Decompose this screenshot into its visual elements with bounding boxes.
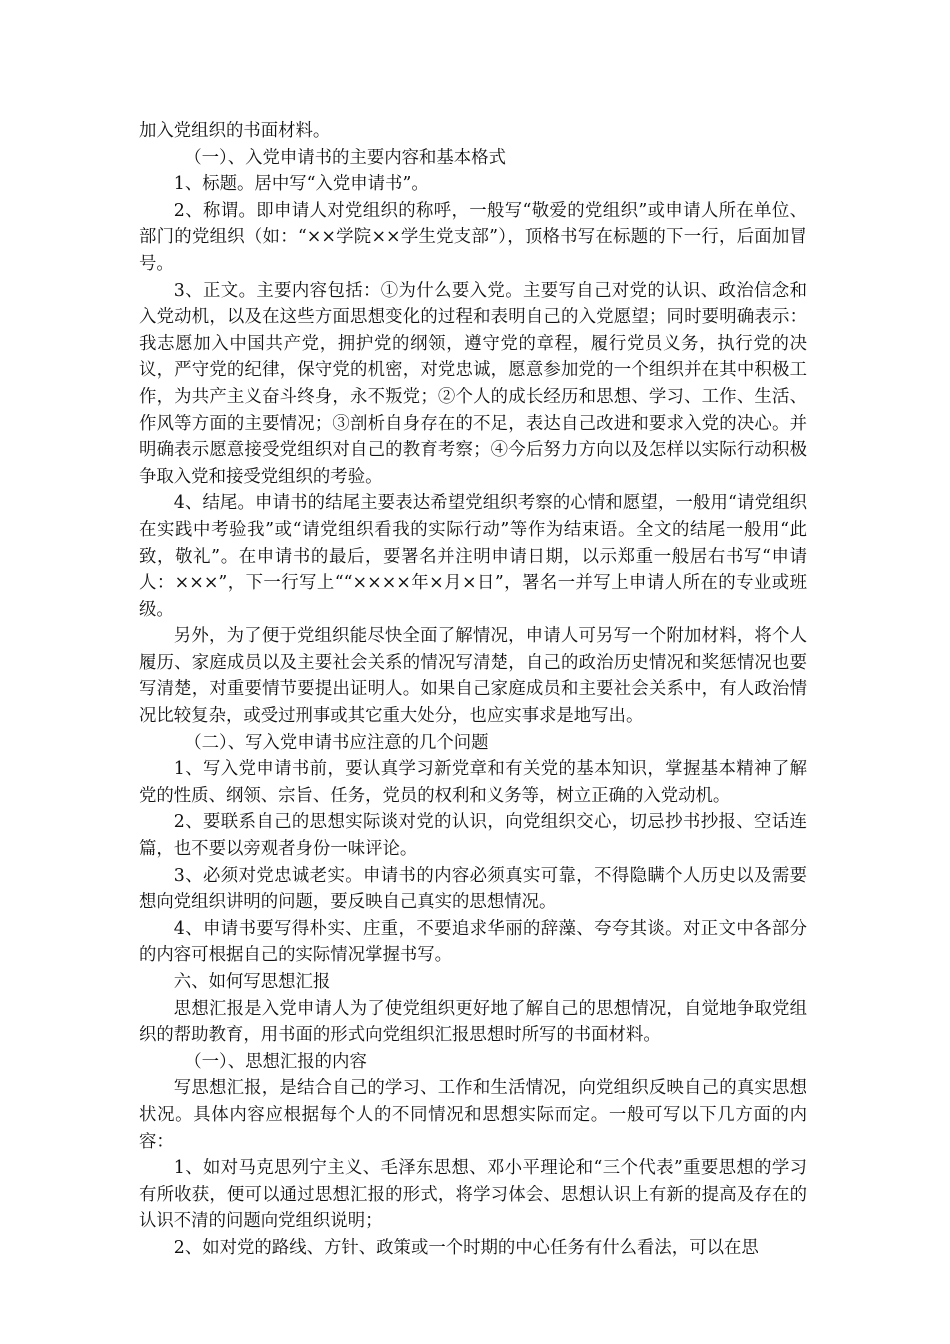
paragraph-salutation-item: 2、称谓。即申请人对党组织的称呼，一般写“敬爱的党组织”或申请人所在单位、部门的党组织（如：“××学院××学生党支部”），顶格书写在标题的下一行，后面加冒号。 (139, 200, 807, 274)
section-heading-1: （一）、入党申请书的主要内容和基本格式 (184, 147, 506, 168)
chapter-heading-6: 六、如何写思想汇报 (173, 972, 331, 992)
paragraph-report-definition: 思想汇报是入党申请人为了使党组织更好地了解自己的思想情况，自觉地争取党组织的帮助教育，用书面的形式向党组织汇报思想时所写的书面材料。 (139, 998, 807, 1046)
paragraph-note-4: 4、申请书要写得朴实、庄重，不要追求华丽的辞藻、夸夸其谈。对正文中各部分的内容可根据自己的实际情况掌握书写。 (139, 918, 807, 966)
paragraph-additional-material: 另外，为了便于党组织能尽快全面了解情况，申请人可另写一个附加材料，将个人履历、家庭成员以及主要社会关系的情况写清楚，自己的政治历史情况和奖惩情况也要写清楚，对重要情节要提出证明人。如果自己家庭成员和主要社会关系中，有人政治情况比较复杂，或受过刑事或其它重大处分，也应实事求是地写出。 (139, 626, 807, 727)
paragraph-note-2: 2、要联系自己的思想实际谈对党的认识，向党组织交心，切忌抄书抄报、空话连篇，也不要以旁观者身份一味评论。 (139, 812, 807, 860)
paragraph-report-content: 写思想汇报，是结合自己的学习、工作和生活情况，向党组织反映自己的真实思想状况。具体内容应根据每个人的不同情况和思想实际而定。一般可写以下几方面的内容： (139, 1078, 807, 1152)
paragraph-body-item: 3、正文。主要内容包括：①为什么要入党。主要写自己对党的认识、政治信念和入党动机，以及在这些方面思想变化的过程和表明自己的入党愿望；同时要明确表示：我志愿加入中国共产党，拥护党的纲领，遵守党的章程，履行党员义务，执行党的决议，严守党的纪律，保守党的机密，对党忠诚，愿意参加党的一个组织并在其中积极工作，为共产主义奋斗终身，永不叛党；②个人的成长经历和思想、学习、工作、生活、作风等方面的主要情况；③剖析自身存在的不足，表达自己改进和要求入党的决心。并明确表示愿意接受党组织对自己的教育考察；④今后努力方向以及怎样以实际行动积极争取入党和接受党组织的考验。 (139, 280, 807, 487)
paragraph-report-item-2: 2、如对党的路线、方针、政策或一个时期的中心任务有什么看法，可以在思 (173, 1237, 759, 1258)
section-heading-2: （二）、写入党申请书应注意的几个问题 (184, 732, 489, 753)
paragraph-title-item: 1、标题。居中写“入党申请书”。 (173, 174, 429, 195)
document-page (139, 118, 807, 1262)
section-heading-3: （一）、思想汇报的内容 (184, 1051, 367, 1072)
paragraph-ending-item: 4、结尾。申请书的结尾主要表达希望党组织考察的心情和愿望，一般用“请党组织在实践中考验我”或“请党组织看我的实际行动”等作为结束语。全文的结尾一般用“此致，敬礼”。在申请书的最后，要署名并注明申请日期，以示郑重一般居右书写“申请人：×××”，下一行写上““××××年×月×日”，署名一并写上申请人所在的专业或班级。 (139, 493, 807, 620)
paragraph-note-3: 3、必须对党忠诚老实。申请书的内容必须真实可靠，不得隐瞒个人历史以及需要想向党组织讲明的问题，要反映自己真实的思想情况。 (139, 865, 807, 913)
paragraph-1: 加入党组织的书面材料。 (139, 121, 331, 141)
paragraph-report-item-1: 1、如对马克思列宁主义、毛泽东思想、邓小平理论和“三个代表”重要思想的学习有所收获，便可以通过思想汇报的形式，将学习体会、思想认识上有新的提高及存在的认识不清的问题向党组织说明； (139, 1158, 807, 1232)
paragraph-note-1: 1、写入党申请书前，要认真学习新党章和有关党的基本知识，掌握基本精神了解党的性质、纲领、宗旨、任务，党员的权利和义务等，树立正确的入党动机。 (139, 759, 807, 806)
